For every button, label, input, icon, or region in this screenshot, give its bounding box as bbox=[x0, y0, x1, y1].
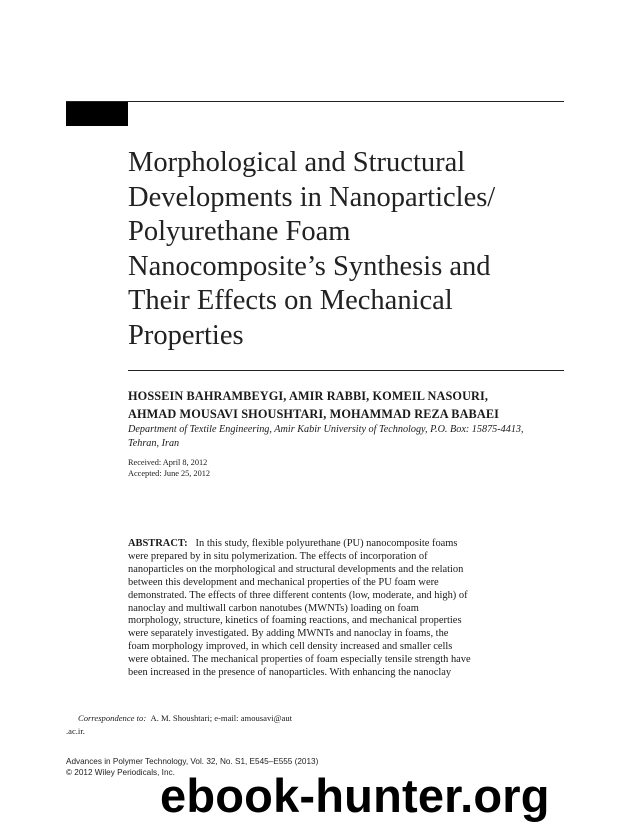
title-line: Developments in Nanoparticles/ bbox=[128, 181, 496, 213]
abstract-line: nanoclay and multiwall carbon nanotubes (MWNTs) loading on foam bbox=[128, 602, 419, 614]
watermark: ebook-hunter.org bbox=[160, 769, 550, 822]
article-title bbox=[128, 146, 568, 353]
section-marker-block bbox=[66, 102, 128, 126]
abstract-label: ABSTRACT: bbox=[128, 538, 188, 549]
title-line: Morphological and Structural bbox=[128, 147, 466, 178]
title-line: Nanocomposite’s Synthesis and bbox=[128, 250, 491, 282]
abstract-text: In this study, flexible polyurethane (PU) nanocomposite foams bbox=[195, 538, 458, 549]
journal-citation: Advances in Polymer Technology, Vol. 32, No. S1, E545–E555 (2013) bbox=[66, 757, 319, 766]
title-divider bbox=[128, 370, 564, 371]
correspondence-continuation: .ac.ir. bbox=[66, 725, 85, 736]
copyright-line: © 2012 Wiley Periodicals, Inc. bbox=[66, 767, 175, 777]
abstract-line bbox=[128, 538, 568, 551]
title-line: Their Effects on Mechanical bbox=[128, 285, 453, 316]
abstract-line: were prepared by in situ polymerization. The effects of incorporation of bbox=[128, 550, 428, 562]
affiliation-line: Tehran, Iran bbox=[128, 438, 180, 449]
abstract-line: demonstrated. The effects of three different contents (low, moderate, and high) of bbox=[128, 589, 468, 601]
affiliation-line: Department of Textile Engineering, Amir Kabir University of Technology, P.O. Box: 15875-4413, bbox=[128, 424, 524, 435]
abstract-line: morphology, structure, kinetics of foaming reactions, and mechanical properties bbox=[128, 615, 462, 627]
abstract-line: been increased in the presence of nanoparticles. With enhancing the nanoclay bbox=[128, 667, 452, 679]
abstract bbox=[128, 538, 568, 680]
abstract-line: foam morphology improved, in which cell density increased and smaller cells bbox=[128, 641, 453, 653]
title-line: Polyurethane Foam bbox=[128, 216, 351, 247]
abstract-line: nanoparticles on the morphological and structural developments and the relation bbox=[128, 563, 464, 575]
abstract-line: between this development and mechanical properties of the PU foam were bbox=[128, 576, 439, 588]
author-list bbox=[128, 387, 568, 423]
abstract-line: were separately investigated. By adding MWNTs and nanoclay in foams, the bbox=[128, 628, 449, 640]
author-line: HOSSEIN BAHRAMBEYGI, AMIR RABBI, KOMEIL NASOURI, bbox=[128, 389, 489, 403]
correspondence-text: A. M. Shoushtari; e-mail: amousavi@aut bbox=[150, 713, 293, 723]
title-line: Properties bbox=[128, 319, 244, 351]
abstract-line: were obtained. The mechanical properties of foam especially tensile strength have bbox=[128, 654, 471, 666]
accepted-date: Accepted: June 25, 2012 bbox=[128, 468, 211, 478]
author-line: AHMAD MOUSAVI SHOUSHTARI, MOHAMMAD REZA BABAEI bbox=[128, 407, 500, 421]
correspondence-footnote bbox=[66, 712, 366, 737]
correspondence-line bbox=[66, 712, 366, 725]
article-dates bbox=[128, 458, 428, 479]
top-rule bbox=[66, 101, 564, 102]
received-date: Received: April 8, 2012 bbox=[128, 458, 208, 467]
correspondence-label: Correspondence to: bbox=[78, 713, 147, 723]
affiliation bbox=[128, 423, 568, 451]
